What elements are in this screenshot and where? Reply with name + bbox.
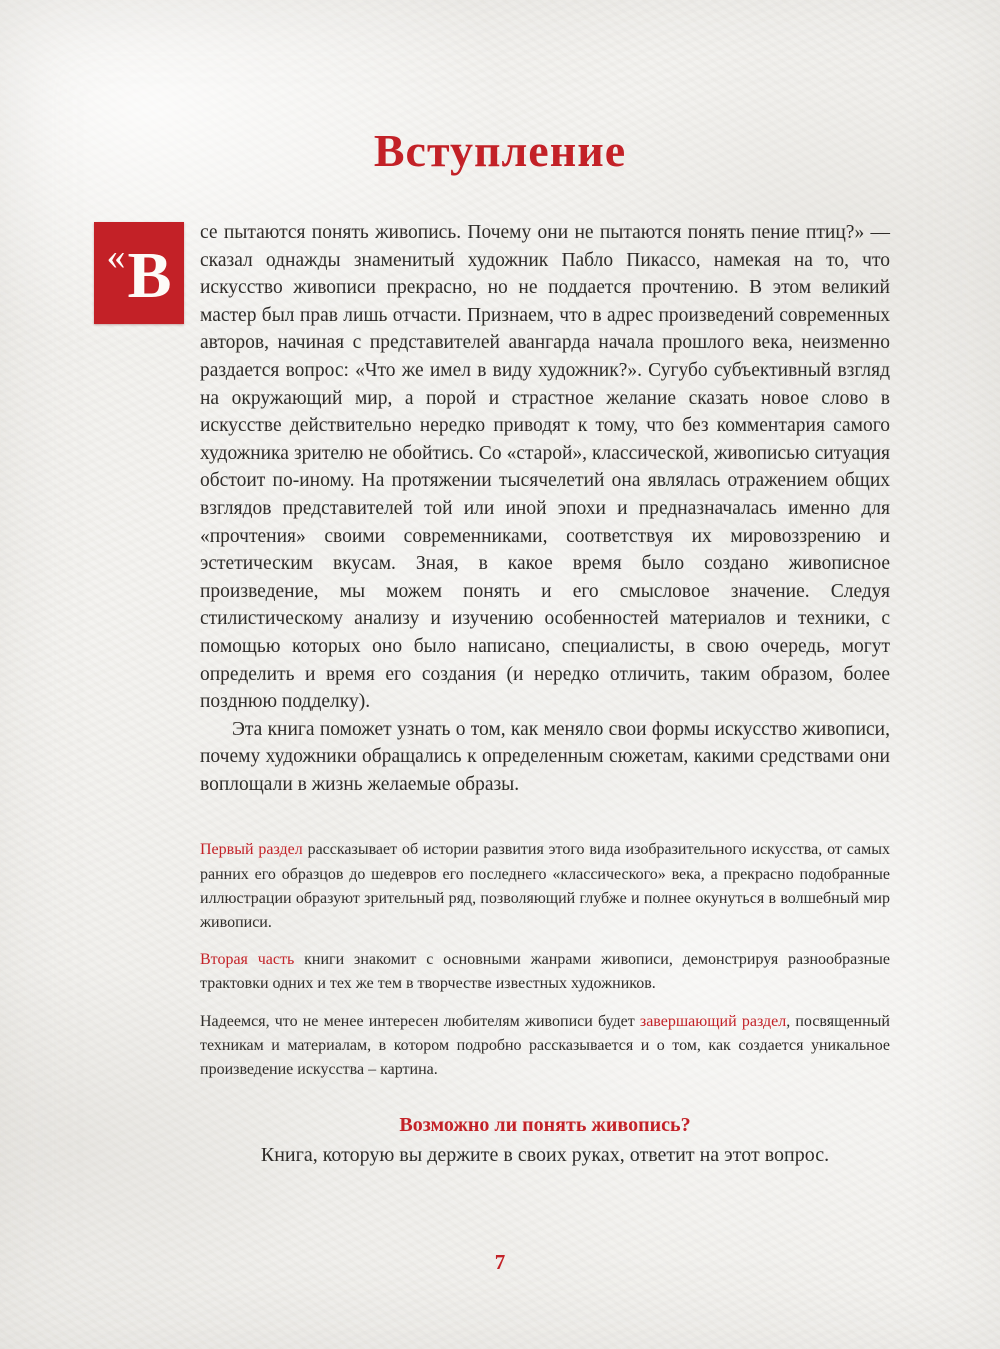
body-paragraph-1: се пытаются понять живопись. Почему они не пытаются понять пение птиц?» — сказал однажды знаменитый художник Пабло Пикассо, намекая на то, что искусство живописи прекрасно, но не поддается прочтению. В этом великий мастер был прав лишь отчасти. Признаем, что в адрес произведений современных авторов, начиная с представителей авангарда начала прошлого века, неизменно раздается вопрос: «Что же имел в виду художник?». Сугубо субъективный взгляд на окружающий мир, а порой и страстное желание сказать новое слово в искусстве действительно нередко приводят к тому, что без комментария самого художника зрителю не обойтись. Со «старой», классической, живописью ситуация обстоит по-иному. На протяжении тысячелетий она являлась отражением общих взглядов представителей той или иной эпохи и предназначалась именно для «прочтения» своими современниками, соответствуя их мировоззрению и эстетическим вкусам. Зная, в какое время было создано живописное произведение, мы можем понять и его смысловое значение. Следуя стилистическому анализу и изучению особенностей материалов и техники, с помощью которых оно было написано, специалисты, в свою очередь, могут определить и время его создания (и нередко отличить, таким образом, более позднюю подделку). <box>200 222 890 713</box>
section-pre-text: Надеемся, что не менее интересен любителям живописи будет <box>200 1012 640 1030</box>
dropcap-quote: « <box>106 236 126 278</box>
section-highlight-second: Вторая часть <box>200 951 295 969</box>
dropcap-letter: В <box>127 239 172 312</box>
content-column <box>106 219 891 1167</box>
dropcap-box <box>94 222 184 324</box>
section-highlight-first: Первый раздел <box>200 841 303 859</box>
summary-sections <box>200 838 890 1082</box>
section-rest-text: , посвященный техникам и материалам, в котором подробно рассказывается и о том, как создается уникальное произведение искусства – картина. <box>200 1012 890 1079</box>
section-paragraph-final <box>200 1010 890 1083</box>
section-rest-text: рассказывает об истории развития этого вида изобразительного искусства, от самых ранних его образцов до шедевров его последнего «классического» века, а прекрасно подобранные иллюстрации образуют зрительный ряд, позволяющий глубже и полнее окунуться в волшебный мир живописи. <box>200 841 890 932</box>
page-title: Вступление <box>373 125 627 176</box>
section-rest-text: книги знакомит с основными жанрами живописи, демонстрируя разнообразные трактовки одних и тех же тем в творчестве известных художников. <box>200 951 891 993</box>
section-paragraph-first <box>200 838 890 935</box>
section-highlight-final: завершающий раздел <box>639 1012 787 1030</box>
page-number: 7 <box>494 1250 506 1274</box>
body-paragraph-2: Эта книга поможет узнать о том, как меняло свои формы искусство живописи, почему художники обращались к определенным сюжетам, какими средствами они воплощали в жизнь желаемые образы. <box>200 718 890 795</box>
section-paragraph-second <box>200 948 890 996</box>
closing-line: Книга, которую вы держите в своих руках, ответит на этот вопрос. <box>260 1144 830 1167</box>
question-heading: Возможно ли понять живопись? <box>399 1114 691 1137</box>
